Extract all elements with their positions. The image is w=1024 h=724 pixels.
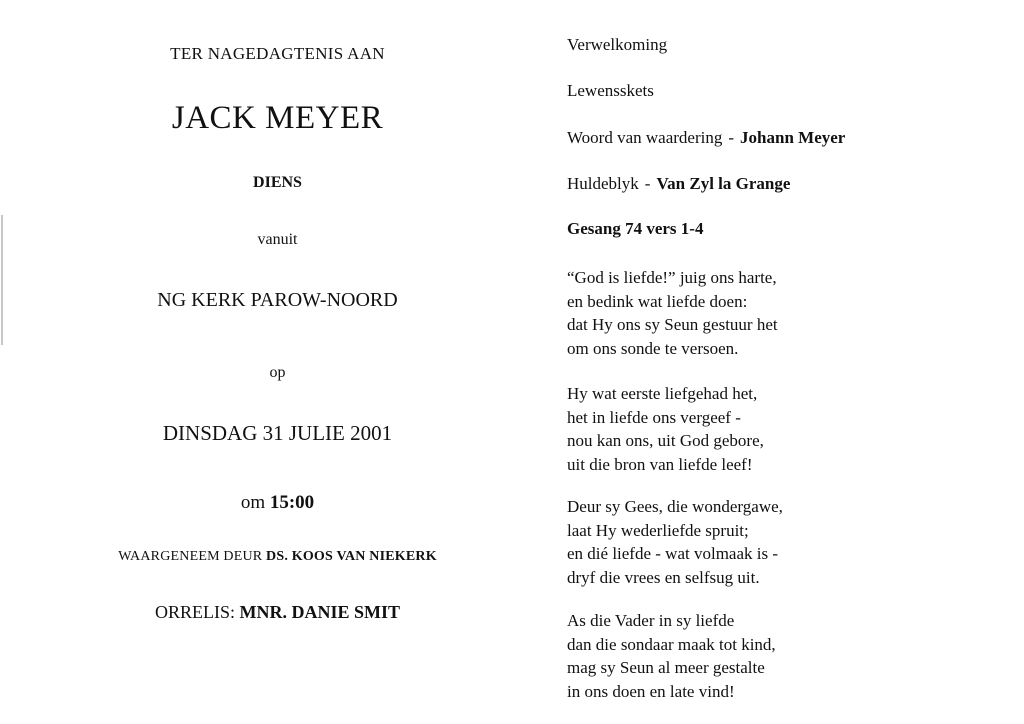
hymn-line: het in liefde ons vergeef - [567, 407, 741, 427]
officiant-line [90, 549, 465, 565]
hymn-line: en bedink wat liefde doen: [567, 291, 748, 311]
memorial-intro: TER NAGEDAGTENIS AAN [170, 44, 385, 63]
hymn-stanza [567, 609, 776, 703]
organist-name: MNR. DANIE SMIT [239, 602, 401, 622]
hymn-line: dryf die vrees en selfsug uit. [567, 567, 760, 587]
hymn-stanza [567, 495, 783, 589]
hymn-line: mag sy Seun al meer gestalte [567, 658, 765, 677]
officiant-label: WAARGENEEM DEUR [118, 549, 263, 564]
on-text: op [269, 364, 286, 381]
program-tribute [567, 174, 790, 194]
program-appreciation [567, 128, 845, 148]
hymn-line: uit die bron van liefde leef! [567, 454, 753, 474]
hymn-line: laat Hy wederliefde spruit; [567, 520, 749, 540]
separator-dash: - [728, 128, 735, 147]
program-welcome: Verwelkoming [567, 35, 668, 54]
appreciation-label: Woord van waardering [567, 128, 723, 147]
hymn-line: Hy wat eerste liefgehad het, [567, 384, 758, 403]
hymn-line: nou kan ons, uit God gebore, [567, 431, 764, 450]
service-heading: DIENS [253, 174, 302, 191]
hymn-line: in ons doen en late vind! [567, 681, 735, 701]
organist-line [90, 602, 465, 623]
hymn-stanza [567, 382, 764, 476]
organist-label: ORRELIS: [154, 602, 235, 622]
hymn-line: dan die sondaar maak tot kind, [567, 634, 776, 654]
hymn-line: en dié liefde - wat volmaak is - [567, 544, 779, 563]
tribute-label: Huldeblyk [567, 174, 639, 193]
program-panel [567, 0, 1007, 724]
program-life-sketch: Lewensskets [567, 81, 654, 100]
hymn-line: “God is liefde!” juig ons harte, [567, 268, 777, 287]
hymn-title: Gesang 74 vers 1-4 [567, 219, 704, 238]
separator-dash: - [644, 174, 651, 193]
scan-edge-mark [1, 215, 3, 345]
hymn-line: Deur sy Gees, die wondergawe, [567, 497, 783, 516]
church-name: NG KERK PAROW-NOORD [157, 289, 398, 311]
hymn-line: dat Hy ons sy Seun gestuur het [567, 315, 778, 334]
service-time: 15:00 [269, 492, 315, 513]
officiant-name: DS. KOOS VAN NIEKERK [266, 549, 437, 564]
service-time-line [90, 492, 465, 514]
service-date: DINSDAG 31 JULIE 2001 [162, 421, 393, 445]
hymn-line: om ons sonde te versoen. [567, 338, 739, 358]
deceased-name: JACK MEYER [171, 100, 384, 136]
hymn-stanza [567, 266, 778, 360]
memorial-panel [90, 0, 465, 724]
from-text: vanuit [257, 231, 298, 248]
time-prefix: om [240, 492, 266, 513]
tribute-speaker: Van Zyl la Grange [656, 174, 791, 193]
hymn-line: As die Vader in sy liefde [567, 611, 735, 630]
appreciation-speaker: Johann Meyer [740, 128, 846, 147]
